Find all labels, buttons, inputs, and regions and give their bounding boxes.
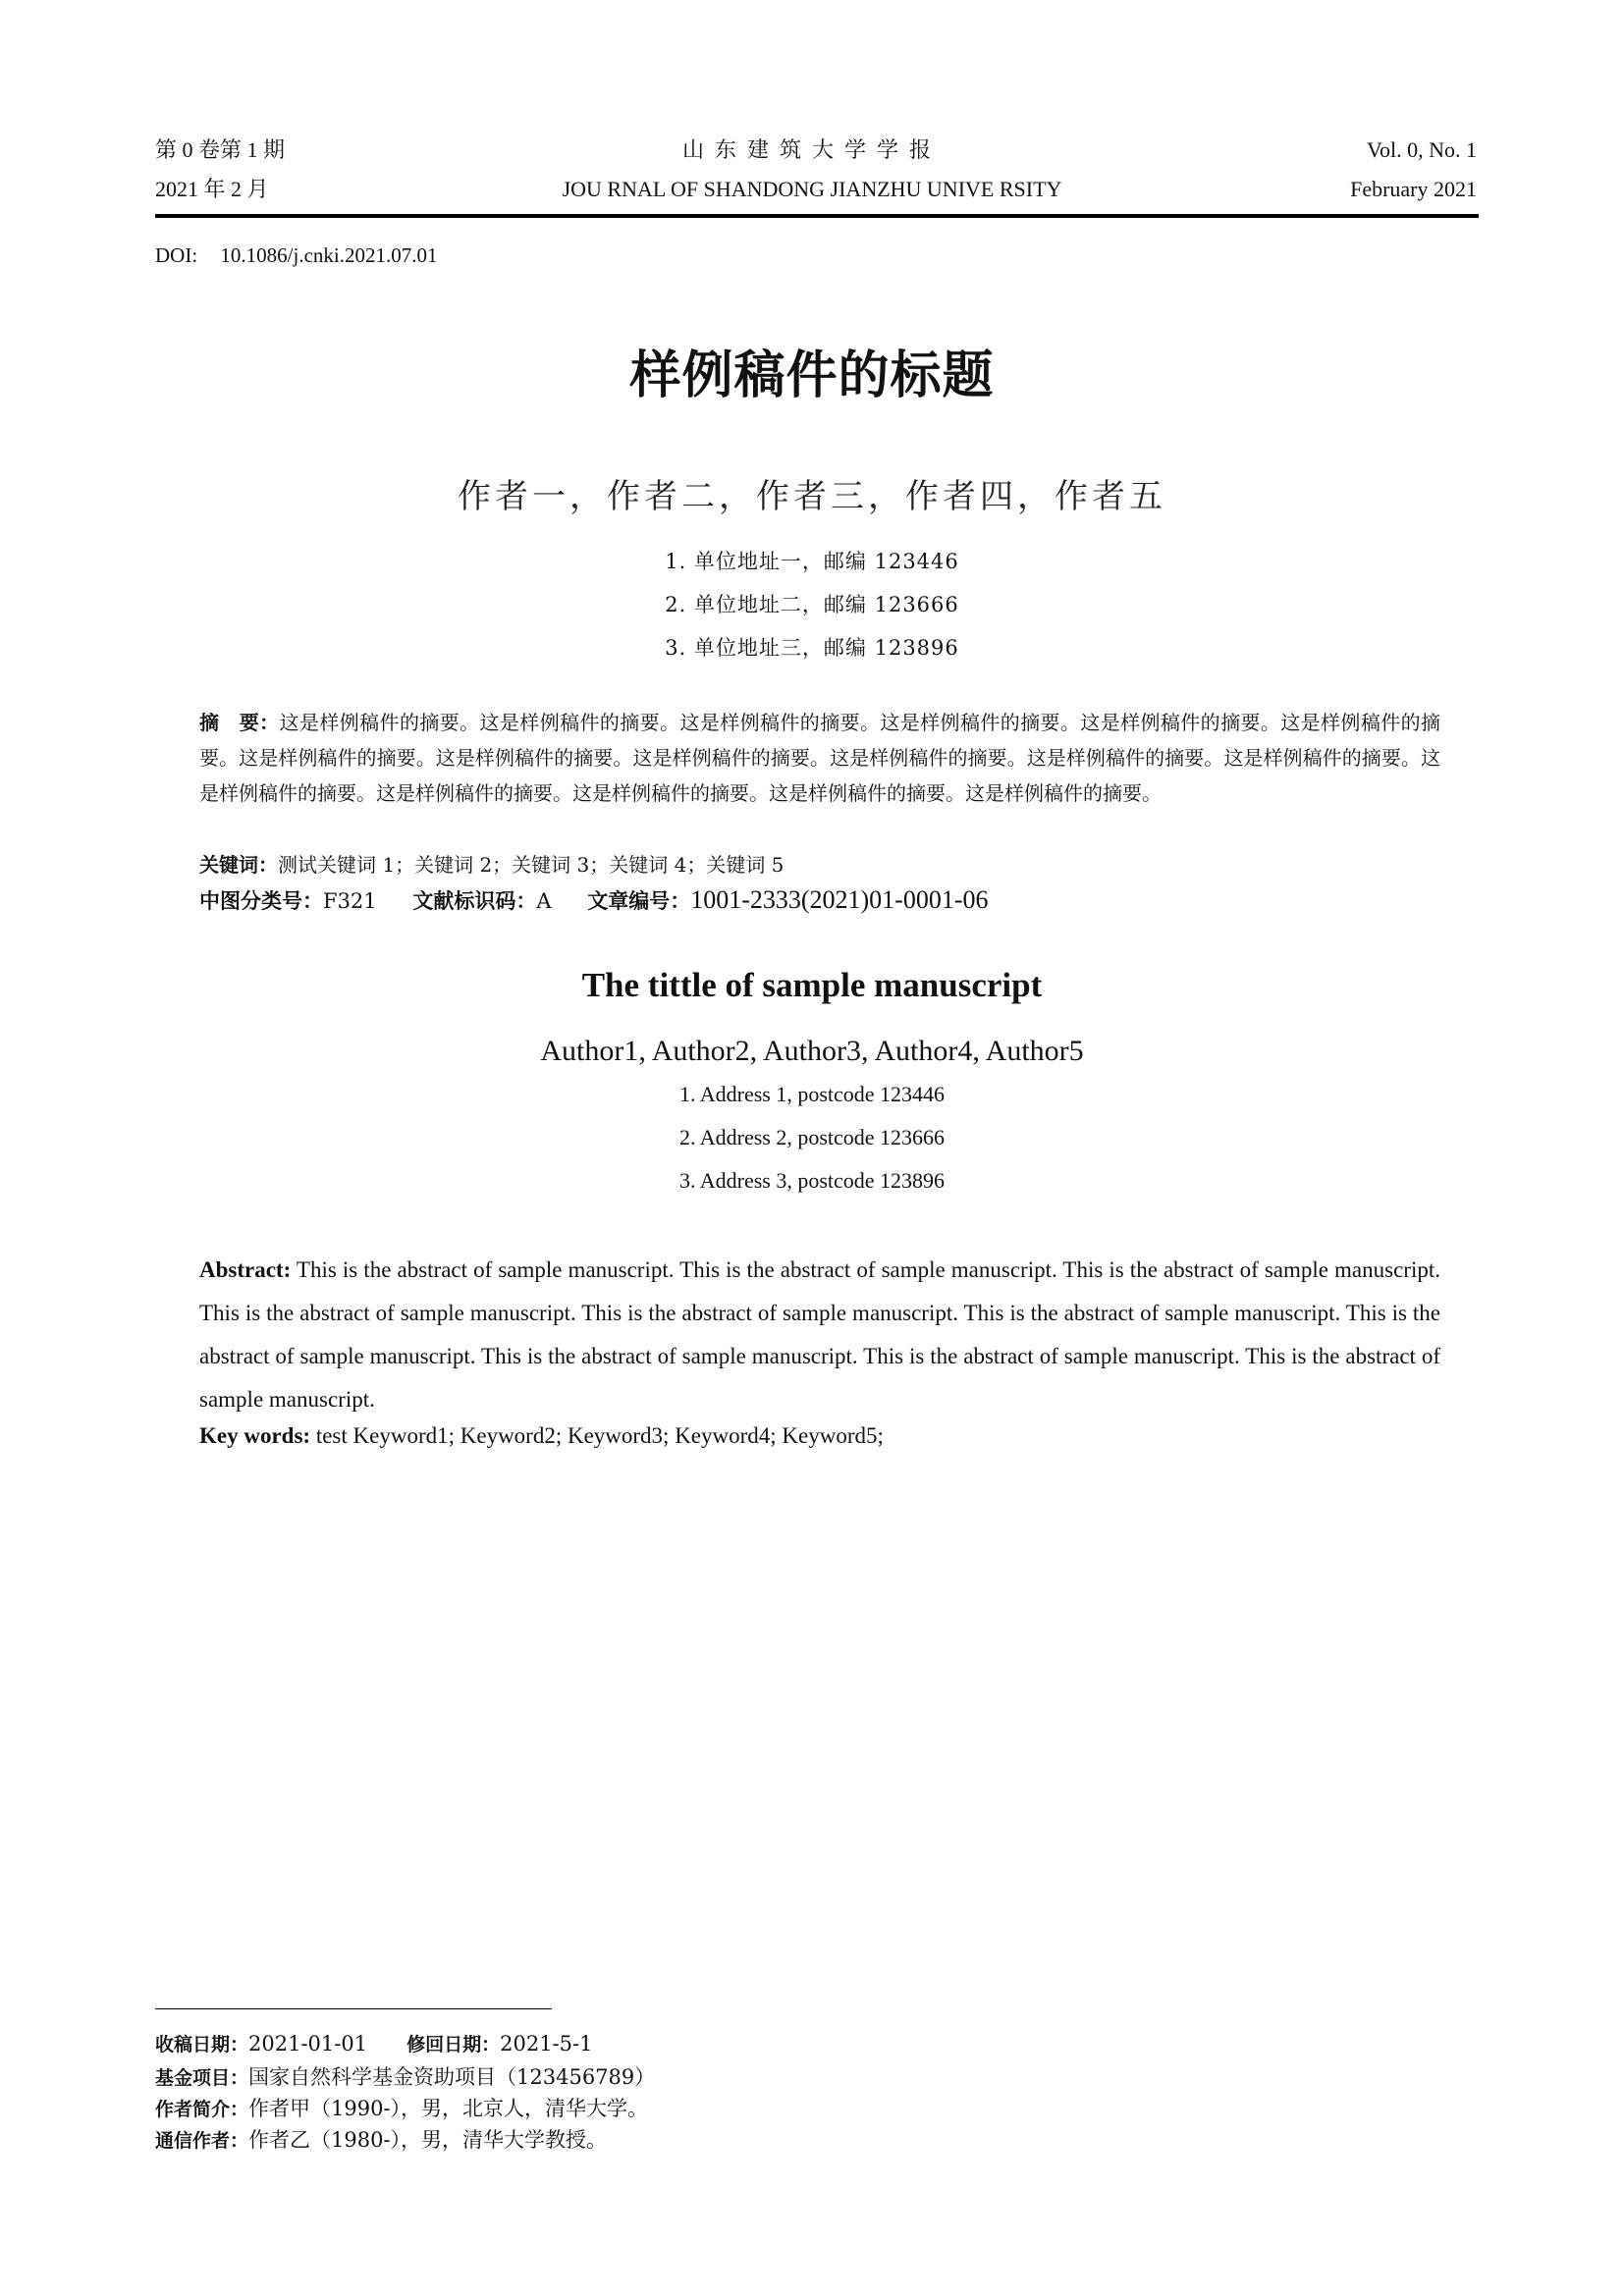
affiliation-cn: 2. 单位地址二，邮编 123666	[665, 593, 959, 616]
abstract-cn-label: 摘 要：	[199, 711, 280, 734]
abstract-en-text: This is the abstract of sample manuscript. This is the abstract of sample manuscript. This is the abstract of sample manuscript. This is the abstract of sample manuscript. This is the abstract of sample manuscript. This is the abstract of sample manuscript. This is the abstract of sample manuscript. This is the abstract of sample manuscript. This is the abstract of sample manuscript. This is the abstract of sample manuscript.	[199, 1257, 1440, 1412]
affiliation-cn: 1. 单位地址一，邮编 123446	[665, 550, 959, 573]
revised-value: 2021-5-1	[500, 2032, 593, 2056]
author-bio-value: 作者甲（1990-），男，北京人，清华大学。	[248, 2097, 649, 2120]
header-vol-no-en: Vol. 0, No. 1	[1366, 137, 1477, 162]
fund-label: 基金项目：	[155, 2067, 249, 2089]
affiliation-cn: 3. 单位地址三，邮编 123896	[665, 636, 959, 660]
revised-label: 修回日期：	[406, 2034, 501, 2056]
title-en: The tittle of sample manuscript	[581, 966, 1043, 1004]
authors-en: Author1, Author2, Author3, Author4, Author5	[540, 1035, 1084, 1067]
abstract-en-label: Abstract:	[199, 1257, 292, 1282]
corresponding-value: 作者乙（1980-），男，清华大学教授。	[248, 2128, 608, 2152]
abstract-en	[199, 1249, 1440, 1421]
affiliation-en: 1. Address 1, postcode 123446	[678, 1082, 946, 1106]
doc-code-value: A	[536, 889, 552, 913]
article-no-value: 1001-2333(2021)01-0001-06	[690, 885, 989, 914]
footnote-fund	[155, 2061, 655, 2091]
doi-line	[155, 243, 438, 268]
clc-label: 中图分类号：	[199, 889, 323, 913]
keywords-cn-label: 关键词：	[199, 853, 278, 877]
keywords-en	[199, 1421, 1440, 1451]
keywords-cn-text: 测试关键词 1；关键词 2；关键词 3；关键词 4；关键词 5	[278, 853, 785, 877]
footnote-dates	[155, 2030, 592, 2056]
header-date-cn: 2021 年 2 月	[155, 177, 269, 201]
doi-label: DOI:	[155, 243, 198, 267]
authors-cn: 作者一，作者二，作者三，作者四，作者五	[458, 477, 1166, 516]
received-label: 收稿日期：	[155, 2034, 249, 2056]
footnote-author-bio	[155, 2093, 648, 2122]
corresponding-label: 通信作者：	[155, 2130, 249, 2152]
abstract-cn	[199, 705, 1440, 811]
classification-line	[199, 885, 1440, 916]
affiliation-en: 2. Address 2, postcode 123666	[678, 1125, 946, 1149]
affiliation-en: 3. Address 3, postcode 123896	[678, 1168, 946, 1193]
received-value: 2021-01-01	[248, 2032, 368, 2056]
article-no-label: 文章编号：	[587, 889, 691, 913]
header-volume-issue: 第 0 卷第 1 期	[155, 137, 286, 162]
keywords-en-label: Key words:	[199, 1423, 311, 1448]
doc-code-label: 文献标识码：	[412, 889, 537, 913]
doi-value[interactable]: 10.1086/j.cnki.2021.07.01	[220, 243, 438, 267]
abstract-cn-text: 这是样例稿件的摘要。这是样例稿件的摘要。这是样例稿件的摘要。这是样例稿件的摘要。这是样例稿件的摘要。这是样例稿件的摘要。这是样例稿件的摘要。这是样例稿件的摘要。这是样例稿件的摘要。这是样例稿件的摘要。这是样例稿件的摘要。这是样例稿件的摘要。这是样例稿件的摘要。这是样例稿件的摘要。这是样例稿件的摘要。这是样例稿件的摘要。这是样例稿件的摘要。	[199, 711, 1441, 805]
author-bio-label: 作者简介：	[155, 2099, 249, 2120]
header-journal-name-en: JOU RNAL OF SHANDONG JIANZHU UNIVE RSITY	[562, 177, 1062, 201]
header-date-en: February 2021	[1350, 177, 1477, 201]
header-journal-name-cn: 山东建筑大学学报	[681, 137, 942, 162]
footnote-rule	[155, 2008, 552, 2009]
fund-value: 国家自然科学基金资助项目（123456789）	[248, 2065, 656, 2089]
header-rule	[155, 214, 1479, 218]
footnote-corresponding	[155, 2124, 607, 2154]
title-cn: 样例稿件的标题	[629, 347, 995, 405]
keywords-cn	[199, 850, 1440, 880]
keywords-en-text: test Keyword1; Keyword2; Keyword3; Keyword4; Keyword5;	[310, 1423, 884, 1448]
clc-value: F321	[323, 889, 377, 913]
